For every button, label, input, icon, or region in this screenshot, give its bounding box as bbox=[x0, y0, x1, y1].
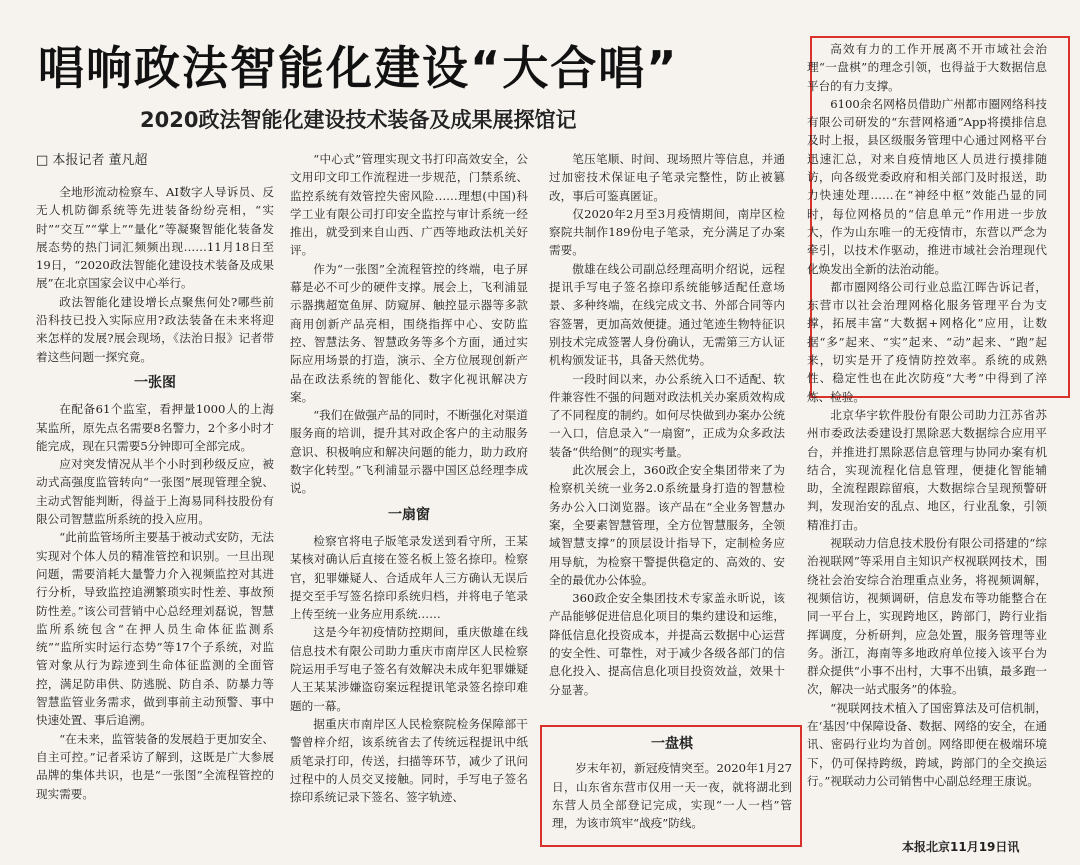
paragraph: 都市圈网络公司行业总监江晖告诉记者，东营市以社会治理网格化服务管理平台为支撑，拓展丰富“大数据+网格化”应用，让数据“多”起来、“实”起来、“动”起来、“跑”起来，切实是开了疫情防控效率。系统的成熟性、稳定性也在此次防疫“大考”中得到了淬炼、检验。 bbox=[807, 279, 1047, 404]
page-title: 唱响政法智能化建设“大合唱” bbox=[38, 41, 679, 95]
paragraph: 在配备61个监室，看押量1000人的上海某监所，原先点名需要8名警力，2个多小时才能完成，现在只需要5分钟即可全部完成。 bbox=[36, 402, 274, 453]
dateline: 本报北京11月19日讯 bbox=[902, 840, 1020, 854]
paragraph: 仅2020年2月至3月疫情期间，南岸区检察院共制作189份电子笔录，充分满足了办案需要。 bbox=[549, 206, 785, 258]
paragraph: “中心式”管理实现文书打印高效安全，公文用印文印工作流程进一步规范，门禁系统、监控系统有效管控失密风险……理想(中国)科学工业有限公司打印安全监控与审计系统一经推出，就受到来自山西、广西等地政法机关好评。 bbox=[290, 152, 528, 258]
column-1 bbox=[36, 183, 274, 853]
paragraph: 6100余名网格员借助广州都市圈网络科技有限公司研发的“东营网格通”App将摸排信息及时上报，县区级服务管理中心通过网格平台迅速汇总，对来自疫情地区人员进行摸排随访，向各级党委政府和相关部门及时报送，助力快速处理……在“神经中枢”效能凸显的同时，每位网格员的“信息单元”作用进一步放大，作为山东唯一的无疫情市，东营以严念为牵引，以技术作驱动，推进市域社会治理现代化焕发出全新的法治动能。 bbox=[807, 96, 1047, 276]
page-subtitle: 2020政法智能化建设技术装备及成果展探馆记 bbox=[140, 108, 577, 132]
column-3 bbox=[549, 150, 785, 710]
paragraph: 笔压笔顺、时间、现场照片等信息，并通过加密技术保证电子笔录完整性，防止被篡改，事后可鉴真匿证。 bbox=[549, 152, 785, 203]
paragraph: 作为“一张图”全流程管控的终端，电子屏幕是必不可少的硬件支撑。展会上，飞利浦显示器携超宽鱼屏、防窥屏、触控显示器等多款商用创新产品亮相，围绕指挥中心、安防监控、智慧法务、智慧政务等多个方面，通过实际应用场景的打造，演示、全方位展现创新产品在政法系统的智能化、数字化视讯解决方案。 bbox=[290, 261, 528, 404]
paragraph: 这是今年初疫情防控期间，重庆傲雄在线信息技术有限公司助力重庆市南岸区人民检察院运用手写电子签名有效解决未成年犯罪嫌疑人王某某涉嫌盗窃案远程提讯笔录签名捺印难题的一幕。 bbox=[290, 625, 528, 713]
paragraph: 一段时间以来，办公系统入口不适配、软件兼容性不强的问题对政法机关办案质效构成了不同程度的制约。如何尽快做到办案办公统一入口，信息录入“一扇窗”，正成为众多政法装备“供给侧”的现实考量。 bbox=[549, 371, 785, 459]
paragraph: “此前监管场所主要基于被动式安防，无法实现对个体人员的精准管控和识别。一旦出现问题，需要消耗大量警力介入视频监控对其进行分析，导致监控追溯繁琐实时性差、事故预防性差。”该公司营销中心总经理刘磊说，智慧监所系统包含“在押人员生命体征监测系统”“监所实时运行态势”等17个子系统，对监管对象从行为踪迹到生命体征监测的全面管控，满足防串供、防逃脱、防自杀、防暴力等智慧监管业务需求，做到事前主动预警、事中快速处置、事后追溯。 bbox=[36, 530, 274, 728]
paragraph: 岁末年初，新冠疫情突至。2020年1月27日，山东省东营市仅用一天一夜，就将湖北到东营人员全部登记完成，实现“一人一档”管理，为该市筑牢“战疫”防线。 bbox=[552, 761, 792, 831]
paragraph: 全地形流动检察车、AI数字人导诉员、反无人机防御系统等先进装备纷纷亮相，“实时”“交互”“掌上”“量化”等凝聚智能化装备发展态势的热门词汇频频出现……11月18日至19日，“2020政法智能化建设技术装备及成果展”在北京国家会议中心举行。 bbox=[36, 185, 274, 291]
section-heading-one-game: 一盘棋 bbox=[651, 736, 693, 752]
paragraph: 北京华宇软件股份有限公司助力江苏省苏州市委政法委建设打黑除恶大数据综合应用平台，并推进打黑除恶信息管理与协同办案有机结合，实现流程化信息管理，便捷化智能辅助，全流程跟踪留痕，大数据综合呈现预警研判，发现治安的乱点、地区，行业乱象，引领精准打击。 bbox=[807, 407, 1047, 532]
paragraph: 360政企安全集团技术专家盖永昕说，该产品能够促进信息化项目的集约建设和运维，降低信息化投资成本，并提高云数据中心运营的安全性、可靠性，对于减少各级各部门的信息化投入、提高信息化项目投资效益，效果十分显著。 bbox=[549, 591, 785, 697]
paragraph: 高效有力的工作开展离不开市域社会治理“一盘棋”的理念引领，也得益于大数据信息平台的有力支撑。 bbox=[807, 42, 1047, 93]
column-4 bbox=[807, 40, 1047, 820]
paragraph: 据重庆市南岸区人民检察院检务保障部干警曾梓介绍，该系统省去了传统远程提讯中纸质笔录打印，传送，扫描等环节，减少了讯问过程中的人员交叉接触。同时，手写电子签名捺印系统记录下签名、签字轨迹、 bbox=[290, 716, 528, 805]
paragraph: 视联动力信息技术股份有限公司搭建的“综治视联网”等采用自主知识产权视联网技术，围绕社会治安综合治理重点业务，将视频调解，视频信访，视频调研，信息发布等功能整合在同一平台上，实现跨地区，跨部门，跨行业指挥调度，分析研判，应急处置，服务管理等业务。浙江，海南等多地政府单位接入该平台为群众提供“小事不出村，大事不出镇，最多跑一次，解决一站式服务”的体验。 bbox=[807, 536, 1047, 697]
paragraph: 傲雄在线公司副总经理高明介绍说，远程提讯手写电子签名捺印系统能够适配任意场景、多种终端，在线完成文书、外部合同等内容签署，更加高效便捷。通过笔迹生物特征识别技术完成签署人身份确认，无需第三方认证机构颁发证书，具备天然优势。 bbox=[549, 261, 785, 368]
paragraph: “视联网技术植入了国密算法及可信机制，在‘基因’中保障设备、数据、网络的安全，在通讯、密码行业均为首创。网络即便在极端环境下，仍可保持跨级，跨域，跨部门的全交换运行。”视联动力公司销售中心副总经理王康说。 bbox=[807, 700, 1047, 788]
column-3-bottom bbox=[552, 735, 792, 843]
section-heading-one-map: 一张图 bbox=[134, 374, 176, 391]
paragraph: 此次展会上，360政企安全集团带来了为检察机关统一业务2.0系统量身打造的智慧检务办公入口浏览器。该产品在“全业务智慧办案，全要素智慧管理，全方位智慧服务，全领域智慧支撑”的顶层设计指导下，定制检务应用导航，为检察干警提供稳定的、高效的、安全的最优办公体验。 bbox=[549, 463, 785, 587]
byline: □ 本报记者 董凡超 bbox=[36, 153, 148, 168]
paragraph: 检察官将电子版笔录发送到看守所，王某某核对确认后直接在签名板上签名捺印。检察官，犯罪嫌疑人、合适成年人三方确认无误后提交至手写签名捺印系统归档，并将电子笔录上传至统一业务应用系统…… bbox=[290, 533, 528, 622]
paragraph: “我们在做强产品的同时，不断强化对渠道服务商的培训，提升其对政企客户的主动服务意识、积极响应和解决问题的能力，助力政府数字化转型。”飞利浦显示器中国区总经理李成说。 bbox=[290, 408, 528, 496]
paragraph: 政法智能化建设增长点聚焦何处?哪些前沿科技已投入实际应用?政法装备在未来将迎来怎样的发展?展会现场，《法治日报》记者带着这些问题一探究竟。 bbox=[36, 294, 274, 364]
column-2 bbox=[290, 150, 528, 855]
paragraph: “在未来，监管装备的发展趋于更加安全、自主可控。”记者采访了解到，这既是广大参展品牌的集体共识，也是“一张图”全流程管控的现实需要。 bbox=[36, 731, 274, 801]
paragraph: 应对突发情况从半个小时到秒级反应，被动式高强度监管转向“一张图”展现管理全貌、主动式智能判断，得益于上海易同科技股份有限公司智慧监所系统的投入应用。 bbox=[36, 457, 274, 527]
section-heading-one-window: 一扇窗 bbox=[388, 506, 430, 523]
